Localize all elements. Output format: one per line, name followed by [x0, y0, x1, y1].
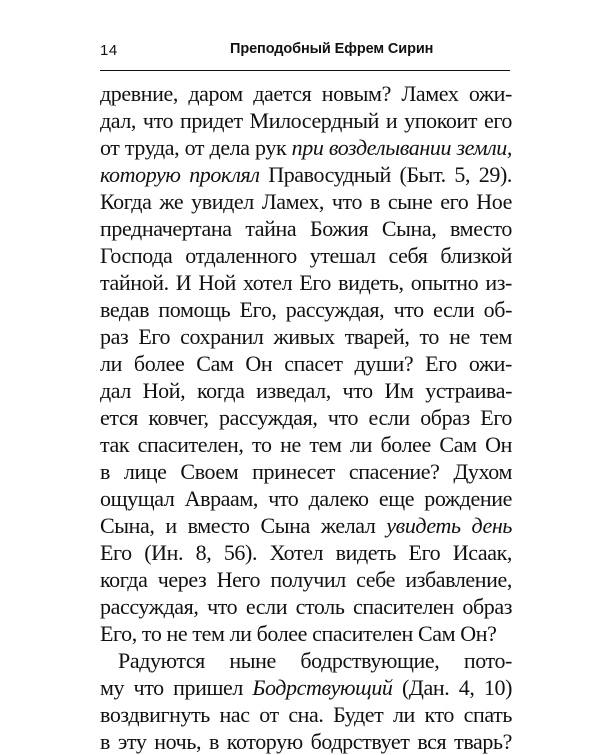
text-run: Его (Ин. 8, 56). Хотел видеть Его Исаак, — [100, 540, 512, 565]
text-line — [100, 323, 512, 350]
text-run: Когда же увидел Ламех, что в сыне его Ное — [100, 189, 512, 214]
text-run: ется ковчег, рассуждая, что если образ Его — [100, 405, 512, 430]
text-line — [100, 593, 512, 620]
text-run: в лице Своем принесет спасение? Духом — [100, 459, 512, 484]
text-line — [100, 458, 512, 485]
italic-run: при воздeлывании земли, — [291, 135, 512, 160]
text-run: когда через Него получил себе избавление, — [100, 567, 512, 592]
text-line — [100, 107, 512, 134]
text-run: ощущал Авраам, что далеко еще рождение — [100, 486, 512, 511]
text-run: воздвигнуть нас от сна. Будет ли кто спать — [100, 702, 512, 727]
text-line — [100, 539, 512, 566]
text-line — [100, 134, 512, 161]
text-line — [100, 431, 512, 458]
text-run: тайной. И Ной хотел Его видеть, опытно из- — [100, 270, 512, 295]
text-run: дал Ной, когда изведал, что Им устраива- — [100, 378, 512, 403]
text-run: Господа отдаленного утешал себя близкой — [100, 243, 512, 268]
text-line — [100, 485, 512, 512]
text-run: дал, что придет Милосердный и упокоит его — [100, 108, 512, 133]
italic-run: которую проклял — [100, 162, 260, 187]
text-run: рассуждая, что если столь спасителен образ — [100, 594, 512, 619]
text-line — [100, 620, 512, 647]
header-rule — [100, 70, 510, 71]
text-run: Сына, и вместо Сына желал — [100, 513, 387, 538]
text-run: в эту ночь, в которую бодрствует вся тварь? — [100, 729, 512, 754]
text-run: от труда, от дела рук — [100, 135, 292, 160]
text-line — [100, 80, 512, 107]
text-line — [100, 242, 512, 269]
italic-run: увидеть день — [386, 513, 512, 538]
text-run: (Дан. 4, 10) — [392, 675, 512, 700]
text-line — [100, 512, 512, 539]
text-line — [100, 647, 512, 674]
text-line — [100, 377, 512, 404]
text-run: ведав помощь Его, рассуждая, что если об- — [100, 297, 512, 322]
page-number: 14 — [100, 42, 118, 59]
text-line — [100, 296, 512, 323]
text-line — [100, 701, 512, 728]
text-line — [100, 215, 512, 242]
text-line — [100, 161, 512, 188]
text-line — [100, 404, 512, 431]
text-run: ли более Сам Он спасет души? Его ожи- — [100, 351, 512, 376]
text-run: Его, то не тем ли более спасителен Сам Он? — [100, 621, 497, 646]
text-run: Правосудный (Быт. 5, 29). — [259, 162, 512, 187]
text-run: раз Его сохранил живых тварей, то не тем — [100, 324, 512, 349]
text-run: древние, даром дается новым? Ламех ожи- — [100, 81, 512, 106]
text-line — [100, 728, 512, 755]
text-line — [100, 188, 512, 215]
text-run: предначертана тайна Божия Сына, вместо — [100, 216, 512, 241]
text-run: так спасителен, то не тем ли более Сам Он — [100, 432, 512, 457]
text-line — [100, 566, 512, 593]
running-title: Преподобный Ефрем Сирин — [230, 41, 434, 57]
text-run: му что пришел — [100, 675, 253, 700]
text-line — [100, 269, 512, 296]
text-line — [100, 674, 512, 701]
page-header — [100, 40, 510, 64]
italic-run: Бодрствующий — [252, 675, 393, 700]
body-text — [100, 80, 512, 755]
text-run: Радуются ныне бодрствующие, пото- — [118, 648, 512, 673]
text-line — [100, 350, 512, 377]
